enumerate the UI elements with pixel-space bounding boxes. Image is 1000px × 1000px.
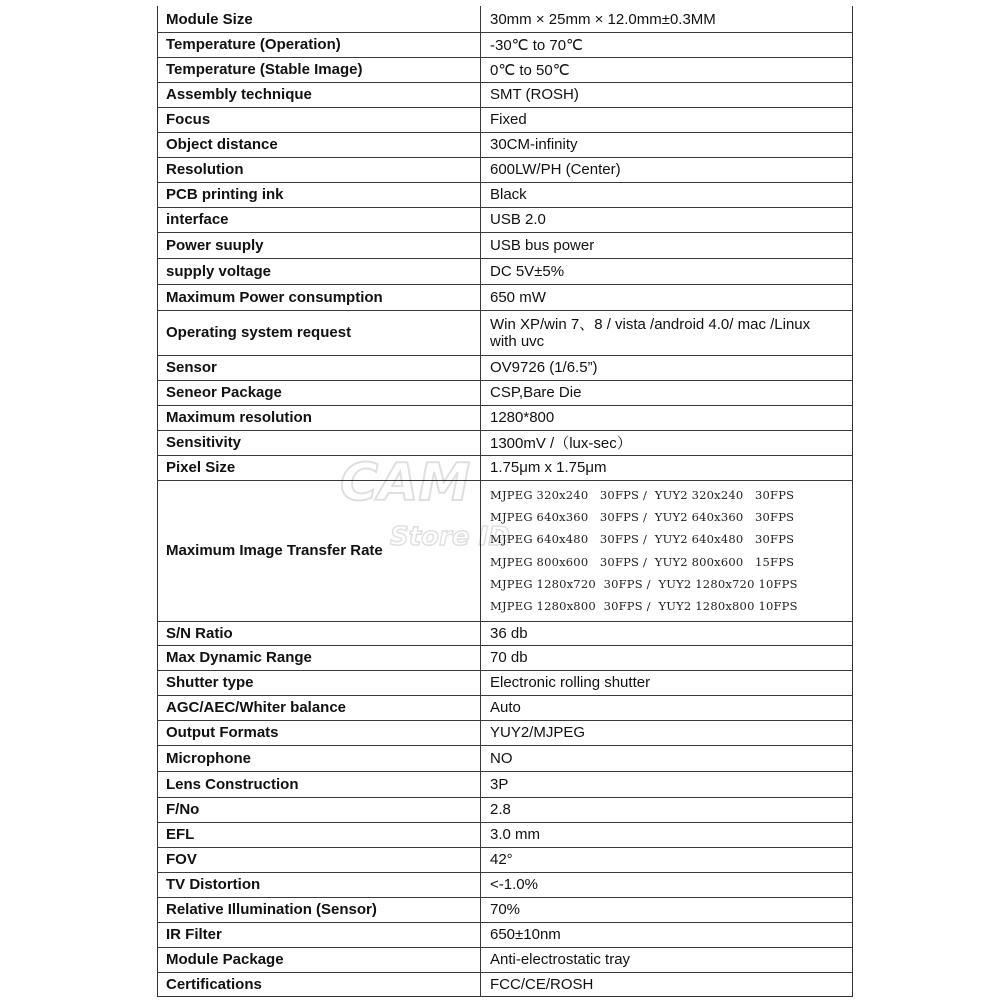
spec-label: Microphone — [158, 745, 481, 771]
spec-value: 3.0 mm — [490, 826, 541, 843]
spec-row — [158, 947, 852, 973]
spec-label: Module Package — [158, 947, 481, 972]
spec-row — [158, 57, 852, 83]
spec-row — [158, 720, 852, 746]
spec-label: Output Formats — [158, 720, 481, 745]
spec-label: Sensitivity — [158, 430, 481, 455]
spec-label: Focus — [158, 107, 481, 132]
spec-label: Module Size — [158, 6, 481, 32]
spec-label: Relative Illumination (Sensor) — [158, 897, 481, 922]
spec-value: FCC/CE/ROSH — [490, 975, 594, 993]
spec-label: Certifications — [158, 972, 481, 996]
spec-row — [158, 232, 852, 259]
spec-row — [158, 310, 852, 356]
spec-value: DC 5V±5% — [490, 262, 565, 280]
spec-row — [158, 82, 852, 108]
spec-value — [481, 310, 852, 355]
spec-label: S/N Ratio — [158, 621, 481, 645]
spec-row — [158, 32, 852, 58]
spec-label: IR Filter — [158, 922, 481, 947]
spec-label: Seneor Package — [158, 380, 481, 405]
spec-value: <-1.0% — [490, 876, 538, 893]
spec-row — [158, 355, 852, 381]
transfer-rate-line: MJPEG 320x240 30FPS / YUY2 320x240 30FPS — [490, 487, 795, 502]
spec-table — [157, 6, 853, 997]
spec-row — [158, 922, 852, 948]
spec-label: Lens Construction — [158, 771, 481, 797]
spec-value: 2.8 — [490, 801, 511, 818]
spec-value: 70 db — [490, 649, 528, 666]
watermark-line-2: Store ID — [390, 522, 510, 552]
spec-value: 1.75μm x 1.75μm — [490, 459, 607, 476]
spec-value: USB bus power — [490, 236, 595, 254]
spec-value: 650 mW — [490, 288, 546, 306]
spec-value: 1280*800 — [490, 409, 555, 426]
spec-value: 30CM-infinity — [490, 136, 578, 153]
spec-label: TV Distortion — [158, 872, 481, 897]
spec-value: 30mm × 25mm × 12.0mm±0.3MM — [490, 10, 716, 28]
spec-label: PCB printing ink — [158, 182, 481, 207]
spec-value: CSP,Bare Die — [490, 384, 582, 401]
spec-label: Assembly technique — [158, 82, 481, 107]
spec-value: 600LW/PH (Center) — [490, 161, 621, 178]
spec-row — [158, 670, 852, 696]
spec-value: 1300mV /（lux-sec） — [490, 435, 632, 452]
spec-row — [158, 405, 852, 431]
spec-label: F/No — [158, 797, 481, 822]
spec-label: interface — [158, 207, 481, 232]
spec-label: Temperature (Stable Image) — [158, 57, 481, 82]
spec-row — [158, 182, 852, 208]
spec-label: Pixel Size — [158, 455, 481, 480]
spec-row — [158, 455, 852, 481]
spec-value: 3P — [490, 775, 509, 793]
spec-row — [158, 258, 852, 285]
spec-value: 0℃ to 50℃ — [490, 61, 570, 79]
spec-label: Maximum Power consumption — [158, 284, 481, 310]
spec-row — [158, 745, 852, 772]
spec-label: EFL — [158, 822, 481, 847]
transfer-rate-line: MJPEG 640x360 30FPS / YUY2 640x360 30FPS — [490, 509, 795, 524]
spec-label: AGC/AEC/Whiter balance — [158, 695, 481, 720]
spec-label: Resolution — [158, 157, 481, 182]
spec-row — [158, 480, 852, 622]
spec-row — [158, 822, 852, 848]
spec-value: -30℃ to 70℃ — [490, 36, 583, 54]
spec-label: Max Dynamic Range — [158, 645, 481, 670]
spec-value: NO — [490, 749, 513, 767]
spec-row — [158, 847, 852, 873]
spec-label: Temperature (Operation) — [158, 32, 481, 57]
spec-value: YUY2/MJPEG — [490, 724, 586, 741]
transfer-rate-line: MJPEG 800x600 30FPS / YUY2 800x600 15FPS — [490, 554, 795, 569]
watermark-line-1: CAM — [340, 453, 471, 513]
spec-value-line-2: with uvc — [490, 332, 545, 350]
spec-row — [158, 132, 852, 158]
spec-row — [158, 972, 852, 996]
spec-label: Operating system request — [158, 310, 481, 355]
spec-row — [158, 771, 852, 798]
spec-value — [481, 480, 852, 621]
spec-value: OV9726 (1/6.5”) — [490, 359, 598, 376]
spec-row — [158, 107, 852, 133]
spec-label: Power suuply — [158, 232, 481, 258]
spec-value: Anti-electrostatic tray — [490, 951, 631, 968]
transfer-rate-line: MJPEG 640x480 30FPS / YUY2 640x480 30FPS — [490, 532, 795, 547]
spec-value: 36 db — [490, 624, 528, 642]
spec-row — [158, 645, 852, 671]
spec-row — [158, 284, 852, 311]
spec-value: Auto — [490, 699, 521, 716]
spec-label: Maximum resolution — [158, 405, 481, 430]
spec-value: 42° — [490, 851, 513, 868]
spec-value-line-1: Win XP/win 7、8 / vista /android 4.0/ mac /Linux — [490, 315, 811, 333]
spec-row — [158, 621, 852, 646]
spec-label: supply voltage — [158, 258, 481, 284]
spec-label: Object distance — [158, 132, 481, 157]
spec-row — [158, 872, 852, 898]
spec-value: 70% — [490, 901, 521, 918]
spec-value: Fixed — [490, 111, 527, 128]
spec-row — [158, 797, 852, 823]
spec-row — [158, 207, 852, 233]
spec-value: USB 2.0 — [490, 211, 546, 228]
spec-label: FOV — [158, 847, 481, 872]
spec-value: Electronic rolling shutter — [490, 674, 651, 691]
spec-row — [158, 157, 852, 183]
spec-row — [158, 695, 852, 721]
spec-row — [158, 380, 852, 406]
spec-row — [158, 897, 852, 923]
spec-row — [158, 430, 852, 456]
spec-value: 650±10nm — [490, 926, 561, 943]
transfer-rate-line: MJPEG 1280x800 30FPS / YUY2 1280x800 10FPS — [490, 599, 798, 614]
transfer-rate-line: MJPEG 1280x720 30FPS / YUY2 1280x720 10FPS — [490, 576, 798, 591]
spec-label: Shutter type — [158, 670, 481, 695]
spec-label: Maximum Image Transfer Rate — [158, 480, 481, 621]
spec-row — [158, 6, 852, 33]
spec-label: Sensor — [158, 355, 481, 380]
spec-value: Black — [490, 186, 527, 203]
spec-value: SMT (ROSH) — [490, 86, 579, 103]
